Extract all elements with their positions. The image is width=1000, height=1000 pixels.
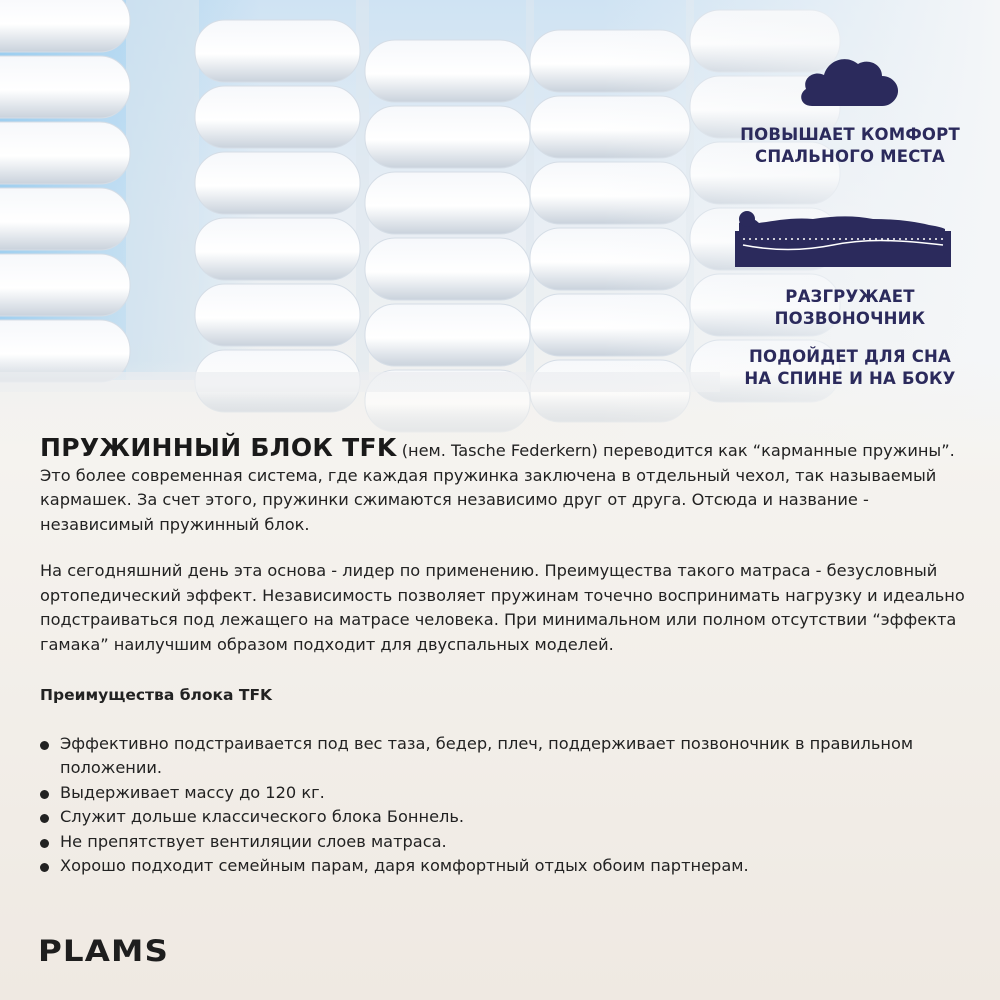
feature-sleep-text: ПОДОЙДЕТ ДЛЯ СНА НА СПИНЕ И НА БОКУ <box>744 347 956 388</box>
description-section <box>40 433 970 879</box>
list-item <box>40 732 970 781</box>
feature-comfort-text: ПОВЫШАЕТ КОМФОРТ СПАЛЬНОГО МЕСТА <box>740 125 960 166</box>
bullet-icon <box>40 741 49 750</box>
brand-logo: PLAMS <box>38 934 169 968</box>
list-item <box>40 805 970 830</box>
list-item <box>40 781 970 806</box>
hero-section <box>0 0 1000 470</box>
list-item-text: Эффективно подстраивается под вес таза, бедер, плеч, поддерживает позвоночник в правильном положении. <box>60 733 914 777</box>
bullet-icon <box>40 863 49 872</box>
feature-spine-text: РАЗГРУЖАЕТ ПОЗВОНОЧНИК <box>774 287 926 328</box>
body-on-mattress-icon <box>733 205 953 271</box>
list-item-text: Хорошо подходит семейным парам, даря комфортный отдых обоим партнерам. <box>60 856 749 875</box>
advantages-list <box>40 732 970 879</box>
bullet-icon <box>40 814 49 823</box>
list-item-text: Служит дольше классического блока Боннель. <box>60 807 465 826</box>
bullet-icon <box>40 839 49 848</box>
bullet-icon <box>40 790 49 799</box>
advantages-title: Преимущества блока TFK <box>40 686 273 704</box>
list-item-text: Выдерживает массу до 120 кг. <box>60 782 325 802</box>
list-item <box>40 854 970 879</box>
list-item-text: Не препятствует вентиляции слоев матраса. <box>60 831 447 851</box>
intro-text: (нем. Tasche Federkern) переводится как “карманные пружины”. Это более современная система, где каждая пружинка заключена в отдельный чехол, так называемый кармашек. За счет этого, пружинки сжимаются независимо друг от друга. Отсюда и название - независимый пружинный блок. <box>40 441 955 534</box>
paragraph-leader: На сегодняшний день эта основа - лидер по применению. Преимущества такого матраса - безусловный ортопедический эффект. Независимость позволяет пружинам точечно воспринимать нагрузку и идеально подстраиваться под лежащего на матрасе человека. При минимальном или полном отсутствии “эффекта гамака” наилучшим образом подходит для двуспальных моделей. <box>40 561 965 654</box>
list-item <box>40 830 970 855</box>
intro-paragraph <box>40 433 970 537</box>
cloud-icon <box>798 50 902 110</box>
section-heading: ПРУЖИННЫЙ БЛОК TFK <box>40 433 397 462</box>
